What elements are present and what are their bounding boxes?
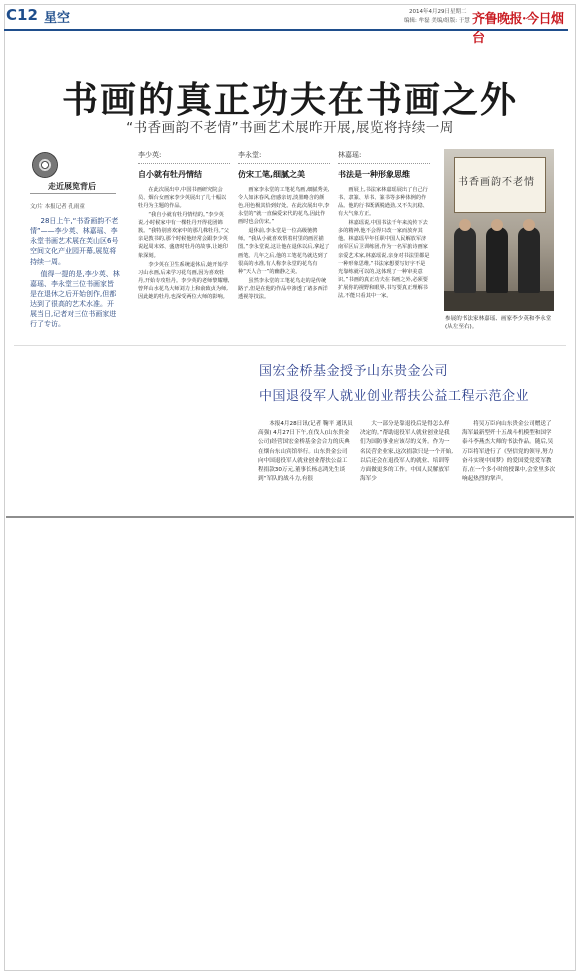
profile-column-li-yongtang xyxy=(238,150,330,302)
article2-column xyxy=(258,420,353,485)
profile-column-li-shaoying xyxy=(138,150,230,302)
main-headline: 书画的真正功夫在书画之外 xyxy=(61,79,518,121)
person-figure xyxy=(486,227,508,293)
article2-paragraph: 将吴万臣向山东贵金公司赠送了海军最新型歼十五战斗机模型和国学泰斗李燕杰大师的书法作品。随后,吴万臣将军进行了《坚信党的领导,努力奋斗实现中国梦》的爱国爱党爱军教育,在一个多小时的授课中,会堂里多次响起热烈的掌声。 xyxy=(462,421,556,483)
body-paragraph: 虽然李永堂的工笔花鸟走的是传统路子,但是在他的作品中渗透了诸多西洋透视等技法。 xyxy=(238,277,328,300)
article2-paragraph: 本报4月28日讯(记者 鞠平 通讯员 高强) 4月27日下午,在伐人(山东贵金公司)经营国宏金桥基金会合力的庆典在烟台东山宾馆举行。山东贵金公司向中国退役军人就业创业帮扶公益工程捐款30万元,董事长杨志鸿先生谈到“军队的战斗力,有很 xyxy=(258,421,353,483)
issue-date: 2014年4月29日 xyxy=(409,9,450,15)
person-figure xyxy=(518,227,540,293)
recent-label: 走近展览背后 xyxy=(48,182,96,191)
byline: 文/片 本报记者 孔雨童 xyxy=(30,204,85,210)
artist-name: 李永堂: xyxy=(238,150,330,164)
body-paragraph: 退休前,李永堂是一位高级驰骋师。“我从小就喜欢帮着村里的画匠描图。”李永堂说,这让他在退休以后,拿起了画笔。几年之后,他的工笔花鸟就达到了很高的水准,有人称李永堂的花鸟有种“天人合一”的幽静之美。 xyxy=(238,228,330,275)
header-rule xyxy=(4,29,568,31)
lead-column xyxy=(30,216,120,332)
recent-exhibition-badge xyxy=(30,150,116,194)
bottom-rule xyxy=(6,516,574,518)
lead-paragraph: 28日上午,“书香画韵不老情”——李少英、林嘉瑶、李永堂书画艺术展在芙山区6号空间文化产业园开幕,展览将持续一周。 xyxy=(30,217,119,266)
issue-weekday: 星期二 xyxy=(450,9,467,15)
profile-column-lin-jiayao xyxy=(338,150,430,301)
calligraphy-text: 书香画韵不老情 xyxy=(458,177,535,188)
page-number: C12 xyxy=(6,6,38,24)
body-paragraph: 画展上,书法家林嘉瑶展出了自己行书、隶篆、草书、篆书等多种体例的作品。他的行书既洒脱遒劲,又不失沉稳、有大气象方正。 xyxy=(338,187,428,218)
body-paragraph: 李少英在卫生系统退休后,她开始学习山水画,后来学习花鸟画,因为喜欢牡丹,开始专攻牡丹。李少英的老师黎耀珊,曾拜山水花鸟大师刘力上和俞致贞为师,因此她的牡丹,也深受两位大师的影响。 xyxy=(138,261,230,300)
body-paragraph: 林嘉瑶说,中国书法千年来流传下去多的精神,他不会得只改一家而放弃其他。林嘉瑶早年任职中国人民解放军济南军区后卫训练团,作为一名军旅诗画家亲爱艺术家,林嘉瑶说,亲身对书法里都是一种形象思维,“书法家想要写好字不是光靠练就可以的,这体现了一种审美意识。”书画的真正功夫在书画之外,必须要扩展你的视野和眼界,书写要真正理解书法,不能只看其中一家。 xyxy=(338,220,430,299)
editor-credits: 编辑: 牟磊 美编/组版: 于慧 xyxy=(404,18,470,24)
artist-name: 李少英: xyxy=(138,150,230,164)
artist-name: 林嘉瑶: xyxy=(338,150,430,164)
column-body xyxy=(338,186,430,300)
column-body xyxy=(238,186,330,301)
sub-headline: “书香画韵不老情”书画艺术展昨开展,展览将持续一周 xyxy=(126,120,454,136)
person-figure xyxy=(454,227,476,293)
person-head xyxy=(491,219,503,231)
exhibition-photo xyxy=(444,149,554,311)
film-reel-icon xyxy=(32,152,58,178)
article2-title-line1: 国宏金桥基金授予山东贵金公司 xyxy=(259,364,449,379)
column-title: 自小就有牡丹情结 xyxy=(138,170,202,179)
person-head xyxy=(459,219,471,231)
column-body xyxy=(138,186,230,301)
newspaper-brand: 齐鲁晚报·今日烟台 xyxy=(472,12,564,46)
article2-paragraph: 大一部分是靠退役后是得怎么样决定的。”帮助退役军人就业创业是我们为国防事业应该尽的义务。作为一名民营企业家,这次捐款只是一个开始,以后还会在退役军人的就业、培训等方面做更多的工作。中国人民解放军海军少 xyxy=(360,421,454,483)
section-name: 星空 xyxy=(44,11,71,26)
body-paragraph: “我自小就有牡丹情结的。”李少英说,小时候家中有一棵牡丹开得花团锦簇。“我特别喜欢家中的那几株牡丹。”父亲是教书的,那个时候他经常会跟李少英说起周末郊、盛唐时牡丹的故事,让她印象深刻。 xyxy=(138,212,229,259)
column-title: 仿宋工笔,细腻之美 xyxy=(238,170,306,179)
lead-paragraph: 值得一提的是,李少英、林嘉瑶、李永堂三位书画家皆是在退休之后开始创作,但都达到了很高的艺术水准。开展当日,记者对三位书画家进行了专访。 xyxy=(30,269,120,329)
article-divider xyxy=(14,345,566,346)
body-paragraph: 在此次展出中,中国书画研究院会员、烟台女画家李少英展出了几十幅以牡丹为主题的作品。 xyxy=(138,187,227,210)
person-head xyxy=(523,219,535,231)
page-header xyxy=(4,4,568,46)
article2-column xyxy=(462,420,557,485)
photo-caption: 参展的书法家林嘉瑶、画家李少英和李永堂(从左至右)。 xyxy=(445,316,552,331)
column-title: 书法是一种形象思维 xyxy=(338,170,410,179)
article2-column xyxy=(360,420,455,485)
photo-floor xyxy=(444,291,554,311)
article2-title-line2: 中国退役军人就业创业帮扶公益工程示范企业 xyxy=(259,389,530,404)
body-paragraph: 画家李永堂的工笔花鸟画,细腻秀美,令人如沐春风,倍感亲切,淡墨略含的颜色,用色极其恰到好处。在此次展出中,李永堂的“就一直偏爱宋代的花鸟,因此作画时也会仿宋。” xyxy=(238,187,330,226)
